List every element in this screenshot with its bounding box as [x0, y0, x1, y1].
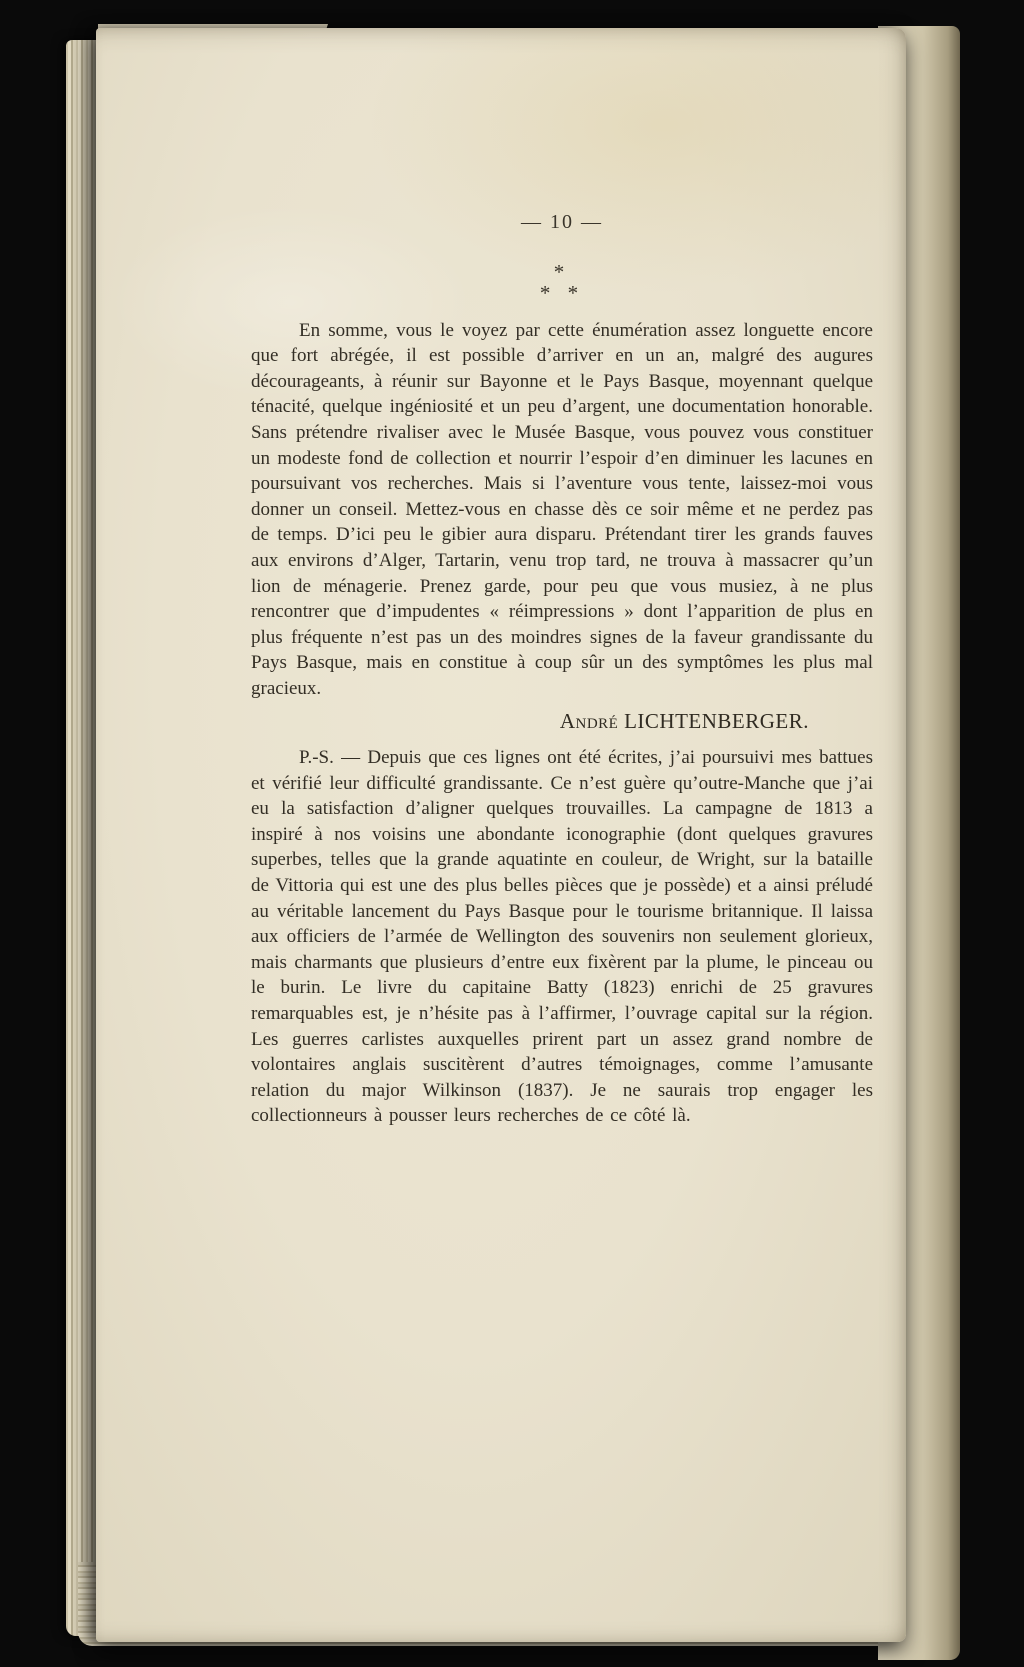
- author-first-name: André: [559, 708, 619, 733]
- text-column: [251, 210, 873, 1129]
- paragraph-main: En somme, vous le voyez par cette énumération assez longuette encore que fort abrégée, il est possible d’arriver en un an, malgré des augures décourageants, à réunir sur Bayonne et le Pays Basque, moyennant quelque ténacité, quelque ingéniosité et un peu d’argent, une documentation honorable. Sans prétendre rivaliser avec le Musée Basque, vous pouvez vous constituer un modeste fond de collection et nourrir l’espoir d’en diminuer les lacunes en poursuivant vos recherches. Mais si l’aventure vous tente, laissez-moi vous donner un conseil. Mettez-vous en chasse dès ce soir même et ne perdez pas de temps. D’ici peu le gibier aura disparu. Prétendant tirer les grands fauves aux environs d’Alger, Tartarin, venu trop tard, ne trouva à massacrer qu’un lion de ménagerie. Prenez garde, pour peu que vous musiez, à ne plus rencontrer que d’impudentes « réimpressions » dont l’apparition de plus en plus fréquente n’est pas un des moindres signes de la faveur grandissante du Pays Basque, mais en constitue à coup sûr un des symptômes les plus mal gracieux.: [251, 319, 873, 699]
- paragraph-postscript: P.-S. — Depuis que ces lignes ont été écrites, j’ai poursuivi mes battues et vérifié leur difficulté grandissante. Ce n’est guère qu’outre-Manche que j’ai eu la satisfaction d’aligner quelques trouvailles. La campagne de 1813 a inspiré à nos voisins une abondante iconographie (dont quelques gravures superbes, telles que la grande aquatinte en couleur, de Wright, sur la bataille de Vittoria qui est une des plus belles pièces que je possède) et a ainsi préludé au véritable lancement du Pays Basque pour le tourisme britannique. Il laissa aux officiers de l’armée de Wellington des souvenirs non seulement glorieux, mais charmants que plusieurs d’entre eux fixèrent par la plume, le pinceau ou le burin. Le livre du capitaine Batty (1823) enrichi de 25 gravures remarquables est, je n’hésite pas à l’affirmer, l’ouvrage capital sur la région. Les guerres carlistes auxquelles prirent part un assez grand nombre de volontaires anglais suscitèrent d’autres témoignages, comme l’amusante relation du major Wilkinson (1837). Je ne saurais trop engager les collectionneurs à pousser leurs recherches de ce côté là.: [251, 747, 873, 1127]
- ornament-asterisk-top: *: [553, 259, 571, 284]
- ornament-asterisk-bottom: * *: [539, 280, 585, 305]
- page-number: — 10 —: [521, 211, 603, 233]
- author-last-name: LICHTENBERGER.: [618, 708, 809, 733]
- section-ornament: [251, 259, 873, 305]
- book-page: [96, 28, 906, 1642]
- author-signature: [251, 709, 873, 735]
